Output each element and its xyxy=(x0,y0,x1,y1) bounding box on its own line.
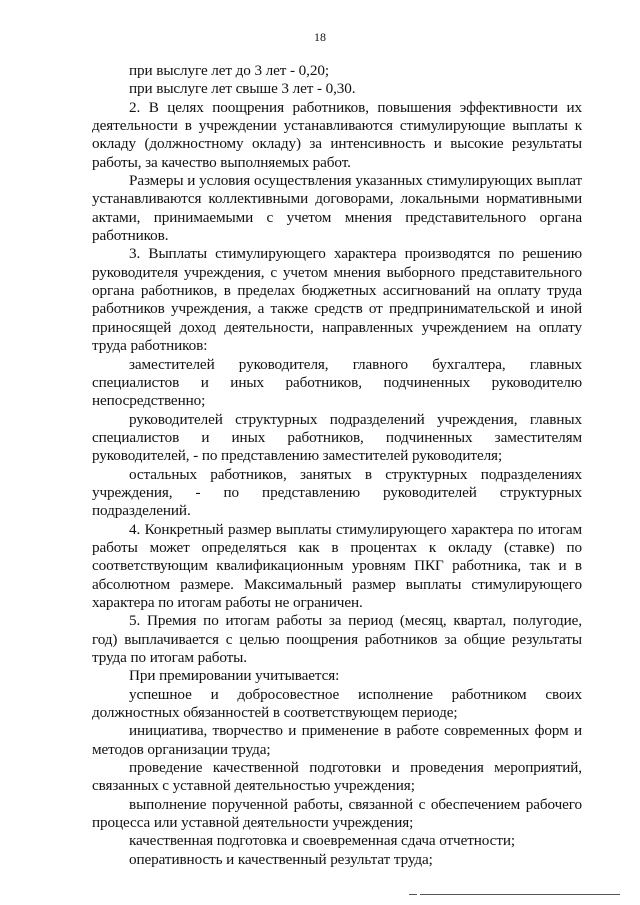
paragraph-payment-conditions: Размеры и условия осуществления указанных стимулирующих выплат устанавливаются коллективными договорами, локальными нормативными актами, принимаемыми с учетом мнения представительного органа работников. xyxy=(92,172,582,245)
list-item-unit-heads: руководителей структурных подразделений учреждения, главных специалистов и иных работников, подчиненных заместителям руководителей, - по представлению заместителей руководителя; xyxy=(92,410,582,465)
list-item-other-workers: остальных работников, занятых в структурных подразделениях учреждения, - по представлению руководителей структурных подразделений. xyxy=(92,465,582,520)
footer-divider xyxy=(420,894,620,895)
list-item-reporting: качественная подготовка и своевременная сдача отчетности; xyxy=(129,832,515,850)
paragraph-clause-4: 4. Конкретный размер выплаты стимулирующего характера по итогам работы может определяться как в процентах к окладу (ставке) по соответствующим квалификационным уровням ПКГ работника, так и в абсолютном размере. Максимальный размер выплаты стимулирующего характера по итогам работы не ограничен. xyxy=(92,520,582,611)
footer-divider-short xyxy=(409,894,417,895)
paragraph-clause-5: 5. Премия по итогам работы за период (месяц, квартал, полугодие, год) выплачивается с целью поощрения работников за общие результаты труда по итогам работы. xyxy=(92,612,582,666)
document-body xyxy=(92,62,582,869)
paragraph-clause-2: 2. В целях поощрения работников, повышения эффективности их деятельности в учреждении устанавливаются стимулирующие выплаты к окладу (должностному окладу) за интенсивность и высокие результаты работы, за качество выполняемых работ. xyxy=(92,98,582,171)
list-item-duties: успешное и добросовестное исполнение работником своих должностных обязанностей в соответствующем периоде; xyxy=(92,685,582,722)
paragraph-seniority-up-to-3: при выслуге лет до 3 лет - 0,20; xyxy=(129,62,329,79)
list-item-deputies: заместителей руководителя, главного бухгалтера, главных специалистов и иных работников, подчиненных руководителю непосредственно; xyxy=(92,355,582,410)
list-item-assigned-work: выполнение порученной работы, связанной с обеспечением рабочего процесса или уставной деятельности учреждения; xyxy=(92,795,582,832)
list-item-events: проведение качественной подготовки и проведения мероприятий, связанных с уставной деятельностью учреждения; xyxy=(92,759,582,795)
paragraph-bonus-considerations: При премировании учитывается: xyxy=(129,667,340,685)
list-item-initiative: инициатива, творчество и применение в работе современных форм и методов организации труда; xyxy=(92,722,582,758)
paragraph-clause-3: 3. Выплаты стимулирующего характера производятся по решению руководителя учреждения, с учетом мнения выборного представительного органа работников, в пределах бюджетных ассигнований на оплату труда работников учреждения, а также средств от предпринимательской и иной приносящей доход деятельности, направленных учреждением на оплату труда работников: xyxy=(92,245,582,355)
page-number: 18 xyxy=(314,30,326,44)
paragraph-seniority-over-3: при выслуге лет свыше 3 лет - 0,30. xyxy=(129,80,356,98)
list-item-efficiency: оперативность и качественный результат труда; xyxy=(129,850,433,868)
